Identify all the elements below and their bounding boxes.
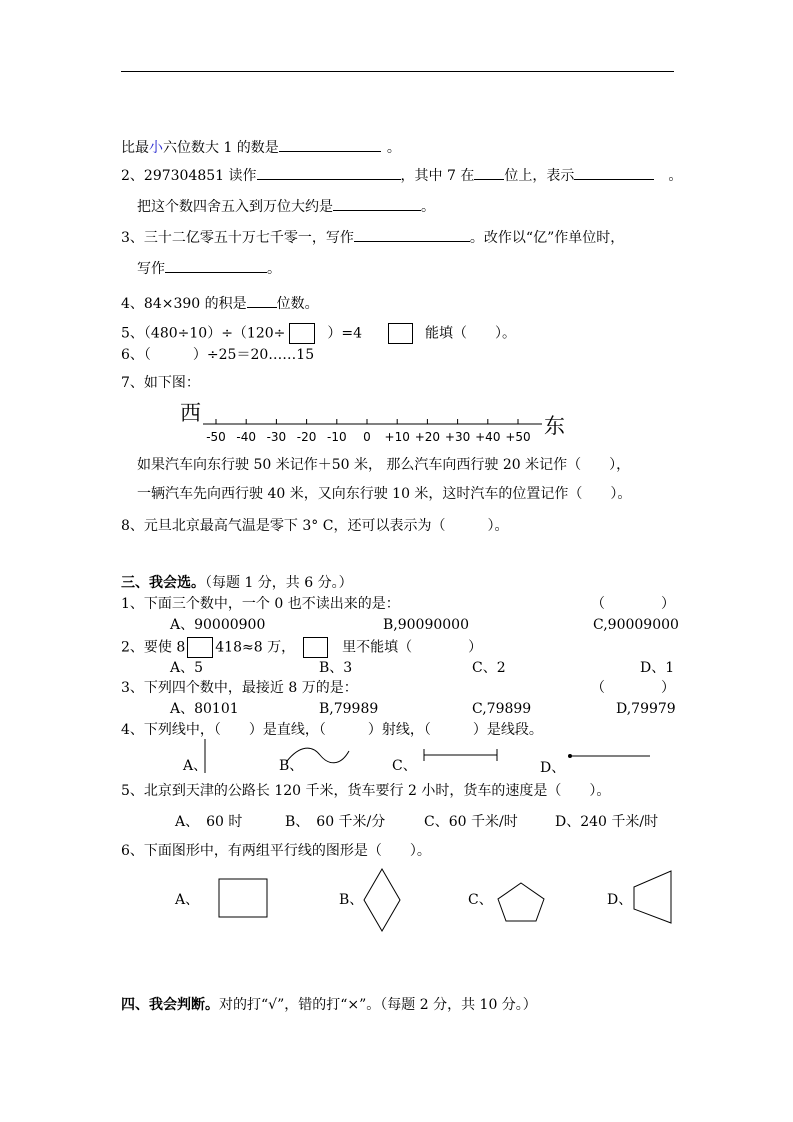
q7-text: 如下图： — [143, 375, 200, 391]
question-3b — [137, 258, 281, 278]
choice-q2-text-a: 2、要使 8 — [121, 639, 186, 656]
q5-text-a: （480÷10）÷（120÷ — [143, 325, 286, 342]
choice-q3-stem: 3、下列四个数中，最接近 8 万的是： — [121, 680, 358, 696]
choice-q2-box-2[interactable] — [303, 637, 328, 658]
rhombus-shape — [364, 869, 400, 931]
choice-q3-option-b[interactable]: B,79989 — [319, 701, 379, 717]
number-line-label: -20 — [296, 430, 317, 444]
number-line-label: +50 — [505, 430, 531, 444]
choice-q2-option-b[interactable]: B、3 — [319, 660, 353, 676]
choice-q6-option-b[interactable]: B、 — [339, 892, 364, 908]
choice-q6-option-c[interactable]: C、 — [468, 892, 493, 908]
q1-text-b: 小 — [149, 140, 163, 156]
q5-text-b: ）=4 — [327, 325, 363, 342]
choice-q6-option-d[interactable]: D、 — [607, 892, 633, 908]
choice-q1-stem: 1、下面三个数中，一个 0 也不读出来的是： — [121, 596, 400, 612]
q1-text-a: 比最 — [121, 140, 149, 156]
west-label: 西 — [180, 401, 201, 425]
choice-q2-option-c[interactable]: C、2 — [472, 660, 506, 676]
choice-q1-option-b[interactable]: B,90090000 — [383, 617, 469, 633]
question-8 — [121, 517, 508, 535]
q2-blank-read[interactable] — [257, 165, 401, 180]
choice-q4-stem: 4、下列线中，（ ）是直线，（ ）射线，（ ）是线段。 — [121, 722, 543, 738]
question-2b — [137, 196, 435, 216]
q4-text-b: 位数。 — [276, 296, 319, 312]
q4-number: 4、 — [121, 296, 144, 312]
question-2 — [121, 165, 682, 185]
choice-q3-option-d[interactable]: D,79979 — [616, 701, 676, 717]
choice-q2-option-a[interactable]: A、5 — [170, 660, 204, 676]
question-6 — [121, 346, 314, 364]
choice-q3-option-a[interactable]: A、80101 — [170, 701, 239, 717]
choice-q2-text-b: 418≈8 万， — [215, 639, 296, 656]
rectangle-shape — [219, 879, 267, 917]
choice-q5-stem: 5、北京到天津的公路长 120 千米，货车要行 2 小时，货车的速度是（ ）。 — [121, 783, 611, 799]
choice-q5-option-a[interactable]: A、 60 时 — [175, 814, 243, 830]
question-4 — [121, 293, 319, 313]
choice-q4-option-a[interactable]: A、 — [183, 758, 208, 774]
q5-box-1[interactable] — [289, 323, 315, 344]
q6-text: （ ）÷25＝20……15 — [143, 347, 315, 363]
choice-q6-option-a[interactable]: A、 — [175, 892, 200, 908]
q3b-text: 写作 — [137, 261, 165, 277]
number-line — [0, 400, 793, 460]
q3-text-b: 。改作以“亿”作单位时， — [469, 230, 625, 246]
q2b-end: 。 — [421, 199, 435, 215]
question-5 — [121, 323, 516, 344]
choice-q4-option-b[interactable]: B、 — [279, 758, 304, 774]
q2-number: 2、 — [121, 168, 144, 184]
q2-text-c: 位上，表示 — [504, 168, 575, 184]
choice-q2-option-d[interactable]: D、1 — [640, 660, 675, 676]
section-4-heading — [121, 996, 537, 1014]
q4-blank[interactable] — [247, 293, 277, 308]
q8-text: 元旦北京最高气温是零下 3° C，还可以表示为（ ）。 — [143, 518, 509, 534]
choice-q4-option-c[interactable]: C、 — [392, 758, 417, 774]
choice-q1-paren: （ ） — [591, 596, 675, 612]
q3-blank-write[interactable] — [354, 227, 470, 242]
section-3-heading — [121, 574, 353, 592]
number-line-label: -30 — [266, 430, 287, 444]
q2b-text: 把这个数四舍五入到万位大约是 — [137, 199, 333, 215]
question-3 — [121, 227, 624, 247]
section-3-note: （每题 1 分，共 6 分。） — [205, 575, 353, 591]
q2-blank-place[interactable] — [474, 165, 504, 180]
q8-number: 8、 — [121, 518, 144, 534]
q2b-blank[interactable] — [333, 196, 421, 211]
q1-end: 。 — [386, 140, 401, 156]
q5-box-2[interactable] — [388, 323, 413, 344]
q3-number: 3、 — [121, 230, 144, 246]
trapezoid-shape — [634, 871, 671, 923]
q2-end: 。 — [668, 168, 683, 184]
q3b-end: 。 — [267, 261, 281, 277]
choice-q3-paren: （ ） — [591, 680, 675, 696]
choice-q3-option-c[interactable]: C,79899 — [472, 701, 532, 717]
q6-number: 6、 — [121, 347, 144, 363]
number-line-label: 0 — [363, 430, 371, 444]
q2-text-a: 297304851 读作 — [143, 168, 257, 184]
shape-figures — [0, 865, 793, 945]
choice-q1-option-a[interactable]: A、90000900 — [170, 617, 266, 633]
number-line-label: -10 — [326, 430, 347, 444]
q3-text-a: 三十二亿零五十万七千零一，写作 — [143, 230, 354, 246]
q2-blank-meaning[interactable] — [574, 165, 654, 180]
question-7 — [121, 374, 200, 392]
section-4-title: 四、我会判断。 — [121, 997, 219, 1013]
q1-text-c: 六位数大 1 的数是 — [163, 140, 279, 156]
q7-line-b: 一辆汽车先向西行驶 40 米，又向东行驶 10 米，这时汽车的位置记作（ ）。 — [137, 486, 632, 502]
choice-q5-option-c[interactable]: C、60 千米/时 — [424, 814, 518, 830]
number-line-label: +10 — [384, 430, 410, 444]
choice-q4-option-d[interactable]: D、 — [540, 760, 566, 776]
number-line-label: +20 — [414, 430, 441, 444]
number-line-label: -50 — [206, 430, 226, 444]
number-line-label: +30 — [444, 430, 471, 444]
east-label: 东 — [544, 414, 565, 438]
figure-curve-line — [287, 748, 349, 763]
number-line-label: -40 — [236, 430, 257, 444]
choice-q1-option-c[interactable]: C,90009000 — [593, 617, 679, 633]
section-3-title: 三、我会选。 — [121, 575, 205, 591]
q1-blank[interactable] — [279, 137, 381, 152]
q3b-blank[interactable] — [165, 258, 267, 273]
header-rule — [121, 71, 674, 72]
choice-q2-text-c: 里不能填（ ） — [342, 639, 483, 656]
number-line-label: +40 — [475, 430, 501, 444]
q5-text-c: 能填（ ）。 — [425, 325, 517, 342]
section-4-note: 对的打“√”，错的打“×”。（每题 2 分，共 10 分。） — [219, 997, 537, 1013]
choice-q2-box-1[interactable] — [187, 637, 213, 658]
question-1 — [121, 137, 401, 157]
choice-q2-stem — [121, 637, 482, 658]
q4-text-a: 84×390 的积是 — [143, 296, 247, 312]
pentagon-shape — [498, 883, 544, 921]
choice-q5-option-d[interactable]: D、240 千米/时 — [555, 814, 659, 830]
q7-number: 7、 — [121, 375, 144, 391]
q2-text-b: ，其中 7 在 — [400, 168, 475, 184]
choice-q5-option-b[interactable]: B、 60 千米/分 — [285, 814, 386, 830]
q5-number: 5、 — [121, 325, 144, 342]
choice-q6-stem: 6、下面图形中，有两组平行线的图形是（ ）。 — [121, 843, 431, 859]
q7-line-a: 如果汽车向东行驶 50 米记作＋50 米， 那么汽车向西行驶 20 米记作（ ）， — [137, 457, 631, 473]
